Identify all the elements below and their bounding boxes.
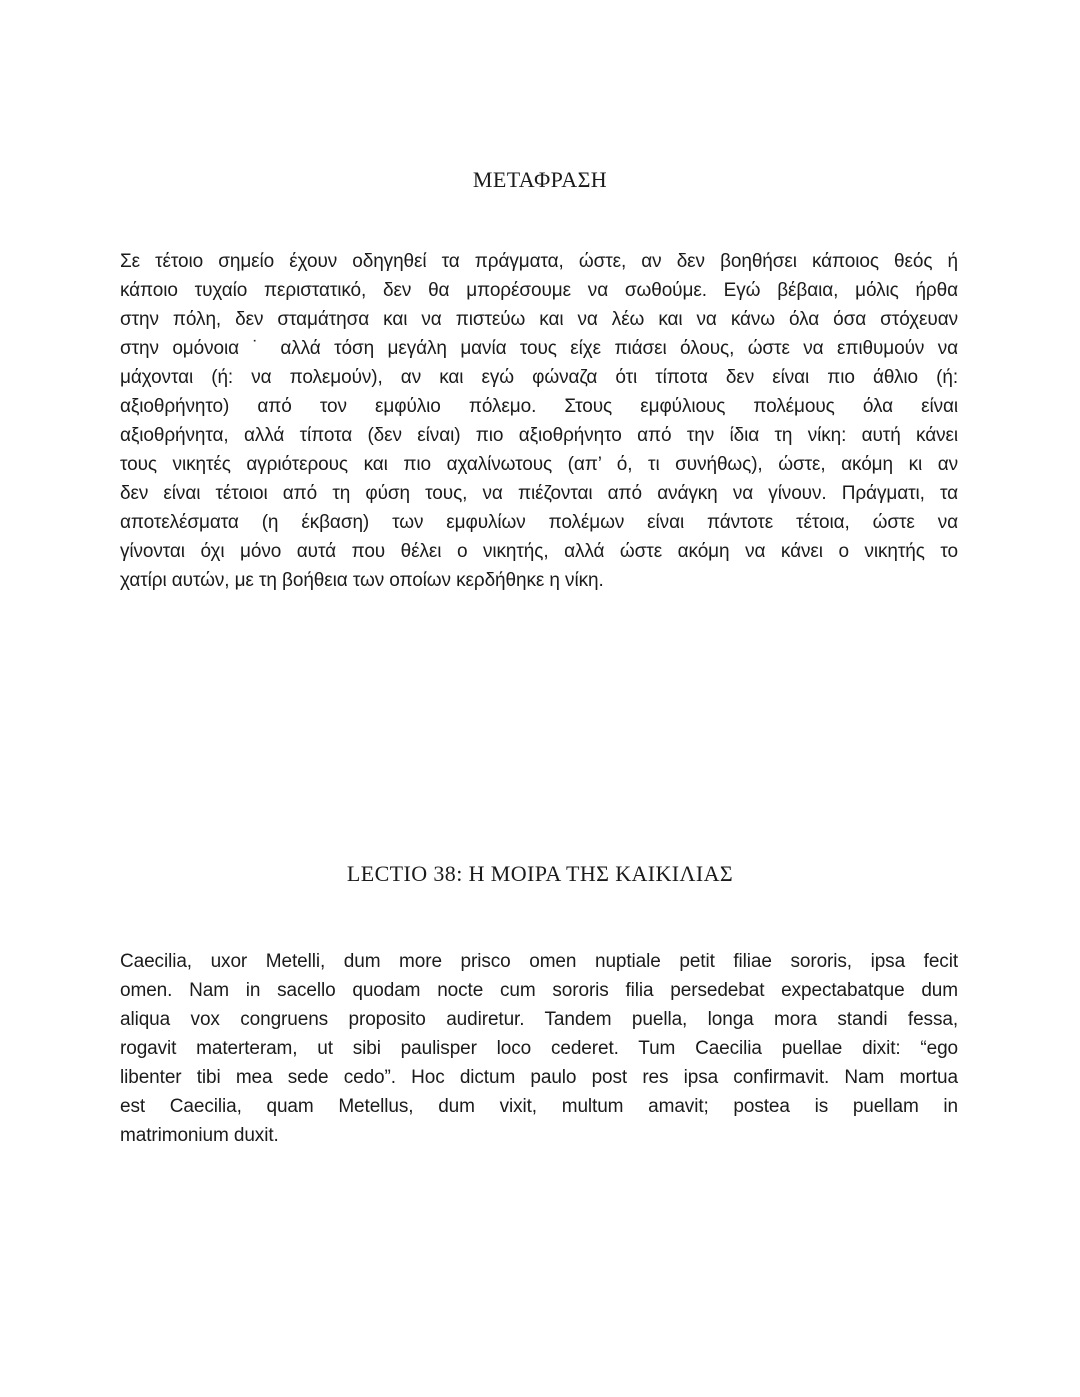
- paragraph-line: omen. Nam in sacello quodam nocte cum sororis filia persedebat expectabatque dum: [120, 980, 958, 1001]
- paragraph-line: τους νικητές αγριότερους και πιο αχαλίνωτους (απ’ ό, τι συνήθως), ώστε, ακόμη κι αν: [120, 454, 958, 475]
- paragraph-line: αξιοθρήνητο) από τον εμφύλιο πόλεμο. Στους εμφύλιους πολέμους όλα είναι: [120, 396, 958, 417]
- paragraph-line: matrimonium duxit.: [120, 1125, 279, 1146]
- paragraph-line: Caecilia, uxor Metelli, dum more prisco omen nuptiale petit filiae sororis, ipsa fecit: [120, 951, 958, 972]
- paragraph-line: κάποιο τυχαίο περιστατικό, δεν θα μπορέσουμε να σωθούμε. Εγώ βέβαια, μόλις ήρθα: [120, 280, 958, 301]
- paragraph-line: libenter tibi mea sede cedo”. Hoc dictum paulo post res ipsa confirmavit. Nam mortua: [120, 1067, 958, 1088]
- section-title-lectio-38: LECTIO 38: Η ΜΟΙΡΑ ΤΗΣ ΚΑΙΚΙΛΙΑΣ: [346, 861, 734, 886]
- paragraph-line: αποτελέσματα (η έκβαση) των εμφυλίων πολέμων είναι πάντοτε τέτοια, ώστε να: [120, 512, 958, 533]
- paragraph-line: στην ομόνοια ˙ αλλά τόση μεγάλη μανία τους είχε πιάσει όλους, ώστε να επιθυμούν να: [120, 338, 958, 359]
- paragraph-line: αξιοθρήνητα, αλλά τίποτα (δεν είναι) πιο αξιοθρήνητο από την ίδια τη νίκη: αυτή κάνει: [120, 425, 958, 446]
- paragraph-line: γίνονται όχι μόνο αυτά που θέλει ο νικητής, αλλά ώστε ακόμη να κάνει ο νικητής το: [120, 541, 958, 562]
- paragraph-line: est Caecilia, quam Metellus, dum vixit, multum amavit; postea is puellam in: [120, 1096, 958, 1117]
- paragraph-line: rogavit materteram, ut sibi paulisper loco cederet. Tum Caecilia puellae dixit: “ego: [120, 1038, 958, 1059]
- section-title-metafrasi: ΜΕΤΑΦΡΑΣΗ: [472, 167, 608, 192]
- paragraph-line: χατίρι αυτών, με τη βοήθεια των οποίων κερδήθηκε η νίκη.: [120, 570, 604, 591]
- paragraph-line: δεν είναι τέτοιοι από τη φύση τους, να πιέζονται από ανάγκη να γίνουν. Πράγματι, τα: [120, 483, 958, 504]
- paragraph-line: Σε τέτοιο σημείο έχουν οδηγηθεί τα πράγματα, ώστε, αν δεν βοηθήσει κάποιος θεός ή: [120, 251, 958, 272]
- paragraph-line: μάχονται (ή: να πολεμούν), αν και εγώ φώναζα ότι τίποτα δεν είναι πιο άθλιο (ή:: [120, 367, 958, 388]
- paragraph-line: στην πόλη, δεν σταμάτησα και να πιστεύω και να λέω και να κάνω όλα όσα στόχευαν: [120, 309, 958, 330]
- greek-translation-paragraph: [120, 247, 958, 595]
- latin-text-paragraph: [120, 947, 958, 1150]
- paragraph-line: aliqua vox congruens proposito audiretur. Tandem puella, longa mora standi fessa,: [120, 1009, 958, 1030]
